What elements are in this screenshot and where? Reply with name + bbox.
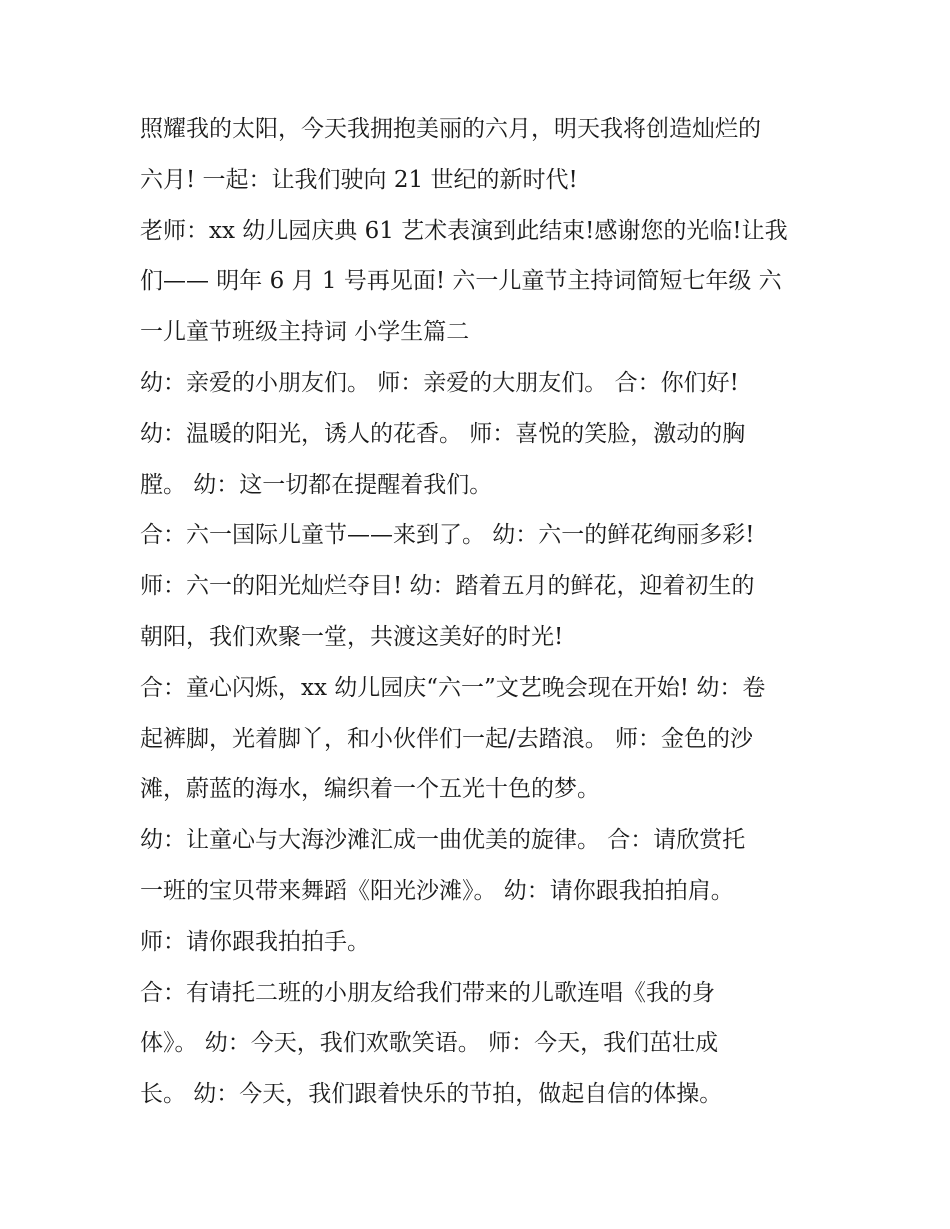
text-line: 合：有请托二班的小朋友给我们带来的儿歌连唱《我的身 [140, 979, 715, 1006]
text-line: 滩，蔚蓝的海水，编织着一个五光十色的梦。 [140, 776, 600, 803]
text-line: 长。 幼：今天，我们跟着快乐的节拍，做起自信的体操。 [140, 1081, 723, 1108]
text-line: 膛。 幼：这一切都在提醒着我们。 [140, 471, 493, 498]
text-line: 幼：温暖的阳光，诱人的花香。 师：喜悦的笑脸，激动的胸 [140, 420, 746, 447]
document-body [140, 104, 820, 1120]
text-line: 师：六一的阳光灿烂夺目! 幼：踏着五月的鲜花，迎着初生的 [140, 573, 755, 600]
text-line: 朝阳，我们欢聚一堂，共渡这美好的时光! [140, 623, 564, 650]
text-line: 六月! 一起：让我们驶向 21 世纪的新时代! [140, 166, 578, 193]
text-line: 一儿童节班级主持词 小学生篇二 [140, 319, 470, 346]
text-line: 照耀我的太阳，今天我拥抱美丽的六月，明天我将创造灿烂的 [140, 116, 761, 142]
text-line: 老师：xx 幼儿园庆典 61 艺术表演到此结束!感谢您的光临!让我 [140, 217, 788, 244]
text-line: 们—— 明年 6 月 1 号再见面! 六一儿童节主持词简短七年级 六 [140, 268, 782, 295]
text-line: 师：请你跟我拍拍手。 [140, 928, 370, 955]
text-line: 合：六一国际儿童节——来到了。 幼：六一的鲜花绚丽多彩! [140, 522, 755, 549]
text-line: 一班的宝贝带来舞蹈《阳光沙滩》。 幼：请你跟我拍拍肩。 [140, 877, 734, 904]
text-line: 起裤脚，光着脚丫，和小伙伴们一起/去踏浪。 师：金色的沙 [140, 725, 754, 752]
text-line: 体》。 幼：今天，我们欢歌笑语。 师：今天，我们茁壮成 [140, 1030, 719, 1057]
text-line: 幼：亲爱的小朋友们。 师：亲爱的大朋友们。 合：你们好! [140, 369, 739, 396]
text-line: 合：童心闪烁，xx 幼儿园庆“六一”文艺晚会现在开始! 幼：卷 [140, 674, 766, 701]
text-line: 幼：让童心与大海沙滩汇成一曲优美的旋律。 合：请欣赏托 [140, 827, 746, 854]
